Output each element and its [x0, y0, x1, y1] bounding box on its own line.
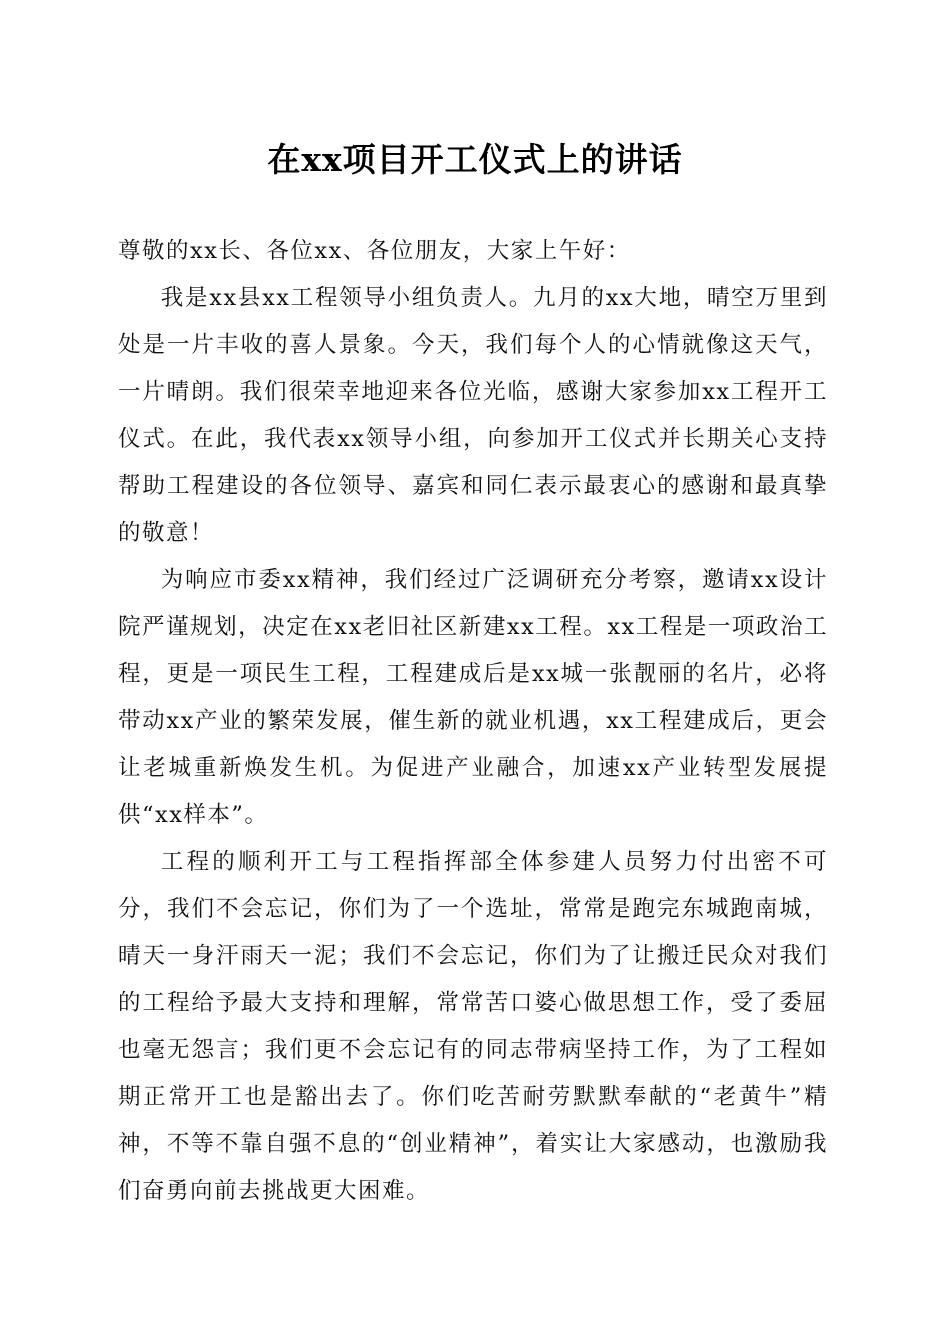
paragraph-3: 工程的顺利开工与工程指挥部全体参建人员努力付出密不可分，我们不会忘记，你们为了一个选址，常常是跑完东城跑南城，晴天一身汗雨天一泥；我们不会忘记，你们为了让搬迁民众对我们的工程给予最大支持和理解，常常苦口婆心做思想工作，受了委屈也毫无怨言；我们更不会忘记有的同志带病坚持工作，为了工程如期正常开工也是豁出去了。你们吃苦耐劳默默奉献的“老黄牛”精神，不等不靠自强不息的“创业精神”，着实让大家感动，也激励我们奋勇向前去挑战更大困难。	[118, 849, 828, 1204]
paragraph-1: 我是xx县xx工程领导小组负责人。九月的xx大地，晴空万里到处是一片丰收的喜人景象。今天，我们每个人的心情就像这天气，一片晴朗。我们很荣幸地迎来各位光临，感谢大家参加xx工程开工仪式。在此，我代表xx领导小组，向参加开工仪式并长期关心支持帮助工程建设的各位领导、嘉宾和同仁表示最衷心的感谢和最真挚的敬意！	[118, 285, 828, 546]
page-title: 在xx项目开工仪式上的讲话	[267, 140, 683, 179]
paragraph-2: 为响应市委xx精神，我们经过广泛调研充分考察，邀请xx设计院严谨规划，决定在xx老旧社区新建xx工程。xx工程是一项政治工程，更是一项民生工程，工程建成后是xx城一张靓丽的名片，必将带动xx产业的繁荣发展，催生新的就业机遇，xx工程建成后，更会让老城重新焕发生机。为促进产业融合，加速xx产业转型发展提供“xx样本”。	[118, 567, 828, 828]
salutation: 尊敬的xx长、各位xx、各位朋友，大家上午好：	[118, 238, 631, 264]
document-body	[118, 228, 828, 1215]
